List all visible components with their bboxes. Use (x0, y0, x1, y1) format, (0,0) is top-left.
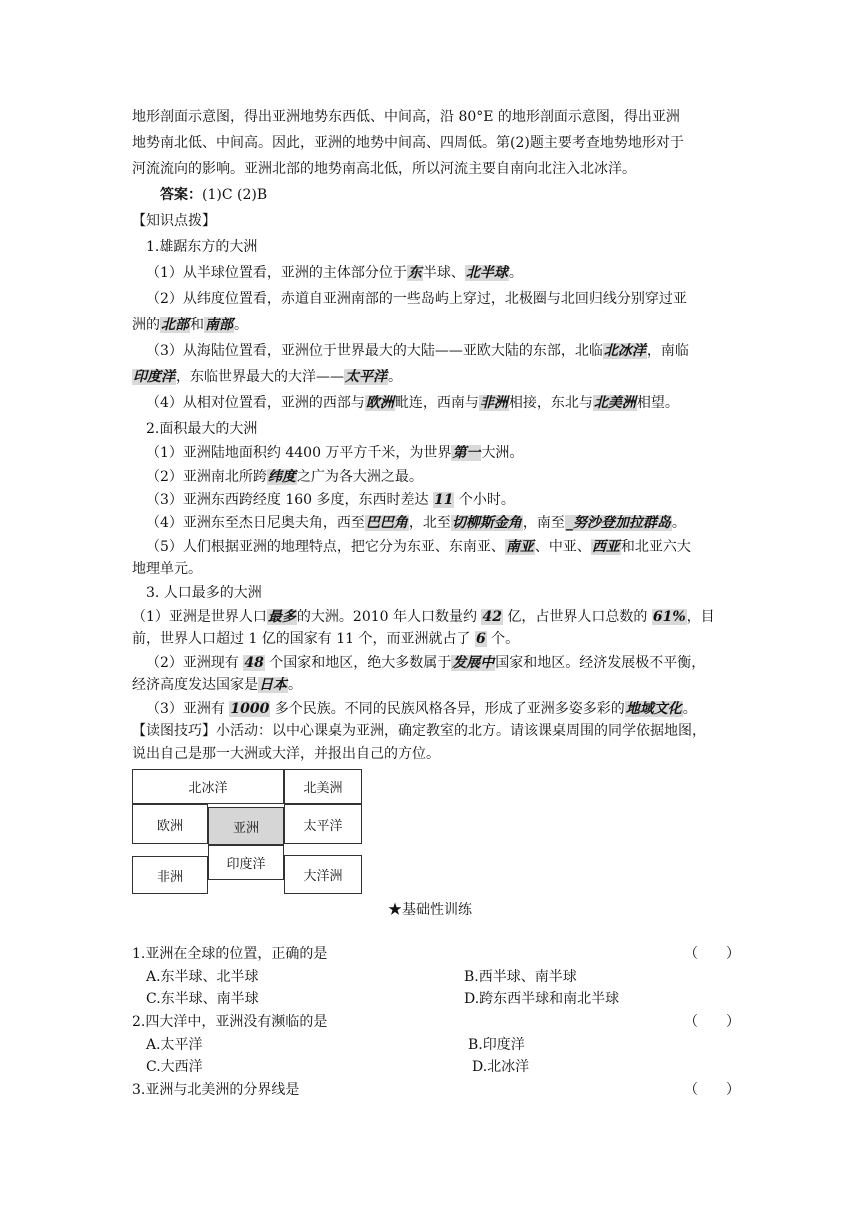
sec2-para-5-line-2: 地理单元。 (132, 561, 202, 577)
sec1-para-2-line-2 (132, 315, 248, 335)
box-oceania: 大洋洲 (284, 855, 362, 894)
question-1-option-c[interactable]: C.东半球、南半球 (146, 991, 259, 1007)
answer-blank: 太平洋 (345, 369, 387, 385)
answer-blank: 南亚 (505, 539, 534, 555)
box-north-america: 北美洲 (284, 769, 362, 804)
intro-line-3: 河流流向的影响。亚洲北部的地势南高北低，所以河流主要自南向北注入北冰洋。 (132, 161, 636, 177)
answer-blank: 6 (475, 631, 486, 647)
answer-blank: 1000 (230, 701, 270, 717)
text: ，目 (686, 609, 715, 625)
answer-blank: 切柳斯金角 (451, 515, 522, 531)
answer-blank: 东 (407, 265, 422, 281)
text: 大洲。 (481, 445, 524, 461)
answer-blank: 42 (482, 609, 502, 625)
text: （2）亚洲南北所跨 (146, 469, 267, 485)
question-2-option-c[interactable]: C.大西洋 (146, 1059, 203, 1075)
text: 毗连，西南与 (394, 395, 479, 411)
answer-blank: 第一 (452, 445, 481, 461)
answer-label: 答案： (160, 187, 202, 203)
question-2-option-a[interactable]: A.太平洋 (146, 1037, 203, 1053)
text: 个。 (486, 631, 520, 647)
text: （1）从半球位置看，亚洲的主体部分位于 (146, 265, 407, 281)
intro-line-2: 地势南北低、中间高。因此，亚洲的地势中间高、四周低。第(2)题主要考查地势地形对于 (132, 135, 684, 151)
section-1-title: 1.雄踞东方的大洲 (146, 239, 258, 255)
text: （5）人们根据亚洲的地理特点，把它分为东亚、东南亚、 (146, 539, 505, 555)
answer-blank: 西亚 (591, 539, 620, 555)
answer-blank: 巴巴角 (365, 515, 408, 531)
text: 亿，占世界人口总数的 (502, 609, 652, 625)
question-3-answer-bracket[interactable]: （ ） (684, 1082, 740, 1098)
box-asia: 亚洲 (208, 807, 284, 845)
box-pacific-ocean: 太平洋 (284, 804, 362, 844)
sec2-para-4 (146, 513, 686, 533)
text: （3）亚洲东西跨经度 160 多度，东西时差达 (146, 492, 433, 508)
text: 半球、 (422, 265, 465, 281)
text: 多个民族。不同的民族风格各异，形成了亚洲多姿多彩的 (270, 701, 625, 717)
section-3-title: 3. 人口最多的大洲 (146, 585, 262, 601)
question-2-stem: 2.四大洋中，亚洲没有濒临的是 (132, 1014, 328, 1030)
question-2-option-b[interactable]: B.印度洋 (468, 1037, 525, 1053)
text: 。 (388, 369, 402, 385)
sec1-para-3-line-1 (146, 341, 689, 361)
text: （4）从相对位置看，亚洲的西部与 (146, 395, 365, 411)
answer-blank: 11 (433, 492, 454, 508)
text: 相望。 (636, 395, 679, 411)
map-skill-line-1: 【读图技巧】小活动：以中心课桌为亚洲，确定教室的北方。请该课桌周围的同学依据地图， (132, 723, 706, 739)
text: ，东临世界最大的大洋—— (176, 369, 344, 385)
intro-line-1: 地形剖面示意图，得出亚洲地势东西低、中间高，沿 80°E 的地形剖面示意图，得出亚洲 (132, 109, 680, 125)
answer-blank: 欧洲 (365, 395, 394, 411)
text: （1）亚洲陆地面积约 4400 万平方千米，为世界 (146, 445, 452, 461)
question-3-stem: 3.亚洲与北美洲的分界线是 (132, 1082, 300, 1098)
sec2-para-2 (146, 467, 423, 487)
text: 前，世界人口超过 1 亿的国家有 11 个，而亚洲就占了 (132, 631, 475, 647)
text: 。 (234, 317, 248, 333)
text: ，北至 (408, 515, 451, 531)
text: ，南临 (646, 343, 689, 359)
text: 。 (508, 265, 523, 281)
answer-blank: 北半球 (465, 265, 508, 281)
question-1-stem: 1.亚洲在全球的位置，正确的是 (132, 946, 328, 962)
text: 。 (288, 677, 302, 693)
answer-blank: 北冰洋 (603, 343, 646, 359)
answer-blank: 地域文化 (625, 701, 682, 717)
box-indian-ocean: 印度洋 (208, 845, 284, 880)
sec2-para-3 (146, 490, 515, 510)
answer-blank: 61% (652, 609, 686, 625)
sec3-para-2-line-1 (146, 653, 705, 673)
text: 国家和地区。经济发展极不平衡， (495, 655, 706, 671)
question-1-option-d[interactable]: D.跨东西半球和南北半球 (464, 991, 620, 1007)
text: 和 (190, 317, 204, 333)
answer-blank: 最多 (267, 609, 296, 625)
text: 之广为各大洲之最。 (296, 469, 423, 485)
text: 洲的 (132, 317, 160, 333)
question-2-answer-bracket[interactable]: （ ） (684, 1014, 740, 1030)
answer-value: (1)C (2)B (202, 187, 268, 203)
answer-blank: 48 (244, 655, 264, 671)
question-1-option-b[interactable]: B.西半球、南半球 (464, 969, 577, 985)
answer-blank: 非洲 (479, 395, 508, 411)
answer-blank: 日本 (259, 677, 287, 693)
text: 经济高度发达国家是 (132, 677, 258, 693)
sec3-para-3 (146, 699, 697, 719)
sec2-para-1 (146, 443, 523, 463)
text: （1）亚洲是世界人口 (132, 609, 267, 625)
text: 相接，东北与 (508, 395, 593, 411)
sec1-para-4 (146, 393, 679, 413)
sec1-para-2-line-1: （2）从纬度位置看，赤道自亚洲南部的一些岛屿上穿过，北极圈与北回归线分别穿过亚 (146, 291, 687, 307)
sec3-para-1-line-1 (132, 607, 715, 627)
sec3-para-1-line-2 (132, 629, 519, 649)
text: （3）亚洲有 (146, 701, 230, 717)
box-europe: 欧洲 (132, 804, 208, 844)
section-2-title: 2.面积最大的大洲 (146, 421, 258, 437)
text: 个小时。 (454, 492, 515, 508)
answer-blank: 北美洲 (593, 395, 636, 411)
text: ，南至 (522, 515, 565, 531)
sec3-para-2-line-2 (132, 675, 302, 695)
text: （3）从海陆位置看，亚洲位于世界最大的大陆——亚欧大陆的东部，北临 (146, 343, 603, 359)
training-title: ★基础性训练 (388, 902, 472, 918)
answer-blank: 印度洋 (133, 369, 175, 385)
question-1-option-a[interactable]: A.东半球、北半球 (146, 969, 259, 985)
map-skill-line-2: 说出自己是那一大洲或大洋，并报出自己的方位。 (132, 746, 440, 762)
knowledge-header: 【知识点拨】 (132, 213, 216, 229)
answer-blank: 北部 (161, 317, 189, 333)
answer-blank: 纬度 (267, 469, 296, 485)
sec1-para-3-line-2 (132, 367, 402, 387)
text: 的大洲。2010 年人口数量约 (296, 609, 482, 625)
box-africa: 非洲 (132, 856, 208, 894)
text: 。 (671, 515, 686, 531)
text: 、中亚、 (534, 539, 591, 555)
text: 个国家和地区，绝大多数属于 (264, 655, 452, 671)
text: 和北亚六大 (620, 539, 691, 555)
sec1-para-1 (146, 263, 523, 283)
answer-blank: 南部 (205, 317, 233, 333)
answer-blank: 发展中 (452, 655, 495, 671)
answer-blank: _努沙登加拉群岛 (565, 515, 671, 531)
question-1-answer-bracket[interactable]: （ ） (684, 946, 740, 962)
text: 。 (682, 701, 697, 717)
answer-line (160, 185, 267, 205)
sec2-para-5-line-1 (146, 537, 691, 557)
text: （4）亚洲东至杰日尼奥夫角，西至 (146, 515, 365, 531)
question-2-option-d[interactable]: D.北冰洋 (472, 1059, 530, 1075)
text: （2）亚洲现有 (146, 655, 244, 671)
box-arctic-ocean: 北冰洋 (132, 769, 284, 804)
